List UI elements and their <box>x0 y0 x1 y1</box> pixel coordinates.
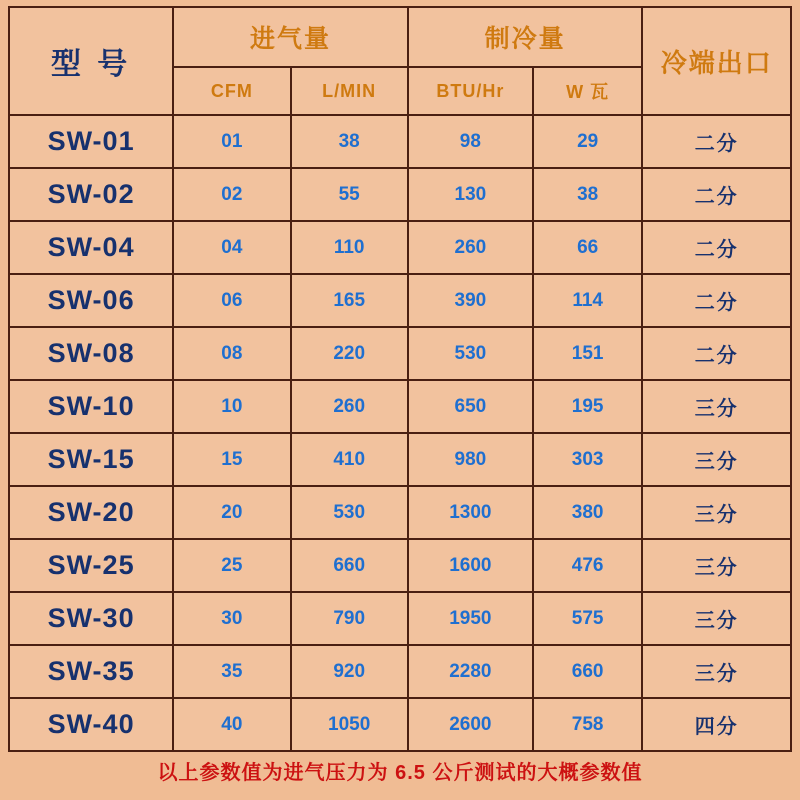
cell-model: SW-40 <box>9 698 173 751</box>
cell-cfm: 02 <box>173 168 290 221</box>
cell-cfm: 30 <box>173 592 290 645</box>
specification-table <box>8 6 792 752</box>
cell-cfm: 10 <box>173 380 290 433</box>
cell-btuhr: 260 <box>408 221 533 274</box>
table-row <box>9 221 791 274</box>
cell-btuhr: 2280 <box>408 645 533 698</box>
cell-cfm: 06 <box>173 274 290 327</box>
cell-lmin: 530 <box>291 486 408 539</box>
cell-cfm: 25 <box>173 539 290 592</box>
table-body <box>9 115 791 751</box>
column-header-lmin: L/MIN <box>291 67 408 115</box>
cell-model: SW-06 <box>9 274 173 327</box>
cell-lmin: 920 <box>291 645 408 698</box>
cell-lmin: 55 <box>291 168 408 221</box>
column-header-model: 型 号 <box>9 7 173 115</box>
table-row <box>9 486 791 539</box>
table-row <box>9 645 791 698</box>
cell-btuhr: 130 <box>408 168 533 221</box>
column-header-cold-outlet: 冷端出口 <box>642 7 791 115</box>
cell-lmin: 1050 <box>291 698 408 751</box>
cell-watt: 38 <box>533 168 642 221</box>
cell-btuhr: 530 <box>408 327 533 380</box>
table-row <box>9 380 791 433</box>
cell-watt: 66 <box>533 221 642 274</box>
cell-watt: 303 <box>533 433 642 486</box>
cell-model: SW-08 <box>9 327 173 380</box>
cell-cfm: 15 <box>173 433 290 486</box>
column-group-header-cooling: 制冷量 <box>408 7 643 67</box>
cell-model: SW-15 <box>9 433 173 486</box>
table-row <box>9 433 791 486</box>
table-row <box>9 274 791 327</box>
cell-lmin: 410 <box>291 433 408 486</box>
cell-lmin: 260 <box>291 380 408 433</box>
cell-watt: 476 <box>533 539 642 592</box>
cell-model: SW-25 <box>9 539 173 592</box>
table-row <box>9 539 791 592</box>
cell-lmin: 110 <box>291 221 408 274</box>
cell-outlet: 二分 <box>642 115 791 168</box>
table-row <box>9 168 791 221</box>
cell-model: SW-02 <box>9 168 173 221</box>
cell-outlet: 三分 <box>642 380 791 433</box>
cell-btuhr: 390 <box>408 274 533 327</box>
cell-model: SW-35 <box>9 645 173 698</box>
table-header-row-groups <box>9 7 791 67</box>
cell-model: SW-30 <box>9 592 173 645</box>
cell-model: SW-01 <box>9 115 173 168</box>
cell-btuhr: 98 <box>408 115 533 168</box>
cell-btuhr: 980 <box>408 433 533 486</box>
table-row <box>9 327 791 380</box>
cell-watt: 151 <box>533 327 642 380</box>
cell-outlet: 二分 <box>642 168 791 221</box>
cell-watt: 380 <box>533 486 642 539</box>
cell-outlet: 二分 <box>642 274 791 327</box>
cell-outlet: 二分 <box>642 327 791 380</box>
cell-lmin: 165 <box>291 274 408 327</box>
cell-watt: 575 <box>533 592 642 645</box>
table-header <box>9 7 791 115</box>
cell-model: SW-20 <box>9 486 173 539</box>
cell-lmin: 790 <box>291 592 408 645</box>
column-group-header-intake: 进气量 <box>173 7 408 67</box>
cell-outlet: 二分 <box>642 221 791 274</box>
cell-outlet: 三分 <box>642 592 791 645</box>
cell-watt: 114 <box>533 274 642 327</box>
cell-cfm: 35 <box>173 645 290 698</box>
cell-watt: 29 <box>533 115 642 168</box>
column-header-watt: W 瓦 <box>533 67 642 115</box>
cell-cfm: 40 <box>173 698 290 751</box>
table-row <box>9 592 791 645</box>
cell-watt: 660 <box>533 645 642 698</box>
footnote-text: 以上参数值为进气压力为 6.5 公斤测试的大概参数值 <box>157 762 643 784</box>
cell-lmin: 38 <box>291 115 408 168</box>
cell-btuhr: 2600 <box>408 698 533 751</box>
cell-cfm: 04 <box>173 221 290 274</box>
cell-outlet: 四分 <box>642 698 791 751</box>
cell-cfm: 01 <box>173 115 290 168</box>
cell-watt: 195 <box>533 380 642 433</box>
cell-lmin: 220 <box>291 327 408 380</box>
cell-outlet: 三分 <box>642 645 791 698</box>
cell-lmin: 660 <box>291 539 408 592</box>
cell-btuhr: 650 <box>408 380 533 433</box>
cell-cfm: 08 <box>173 327 290 380</box>
column-header-cfm: CFM <box>173 67 290 115</box>
cell-model: SW-04 <box>9 221 173 274</box>
cell-outlet: 三分 <box>642 486 791 539</box>
cell-cfm: 20 <box>173 486 290 539</box>
cell-model: SW-10 <box>9 380 173 433</box>
cell-btuhr: 1600 <box>408 539 533 592</box>
cell-btuhr: 1950 <box>408 592 533 645</box>
cell-outlet: 三分 <box>642 539 791 592</box>
cell-watt: 758 <box>533 698 642 751</box>
table-row <box>9 115 791 168</box>
table-row <box>9 698 791 751</box>
cell-btuhr: 1300 <box>408 486 533 539</box>
column-header-btuhr: BTU/Hr <box>408 67 533 115</box>
cell-outlet: 三分 <box>642 433 791 486</box>
